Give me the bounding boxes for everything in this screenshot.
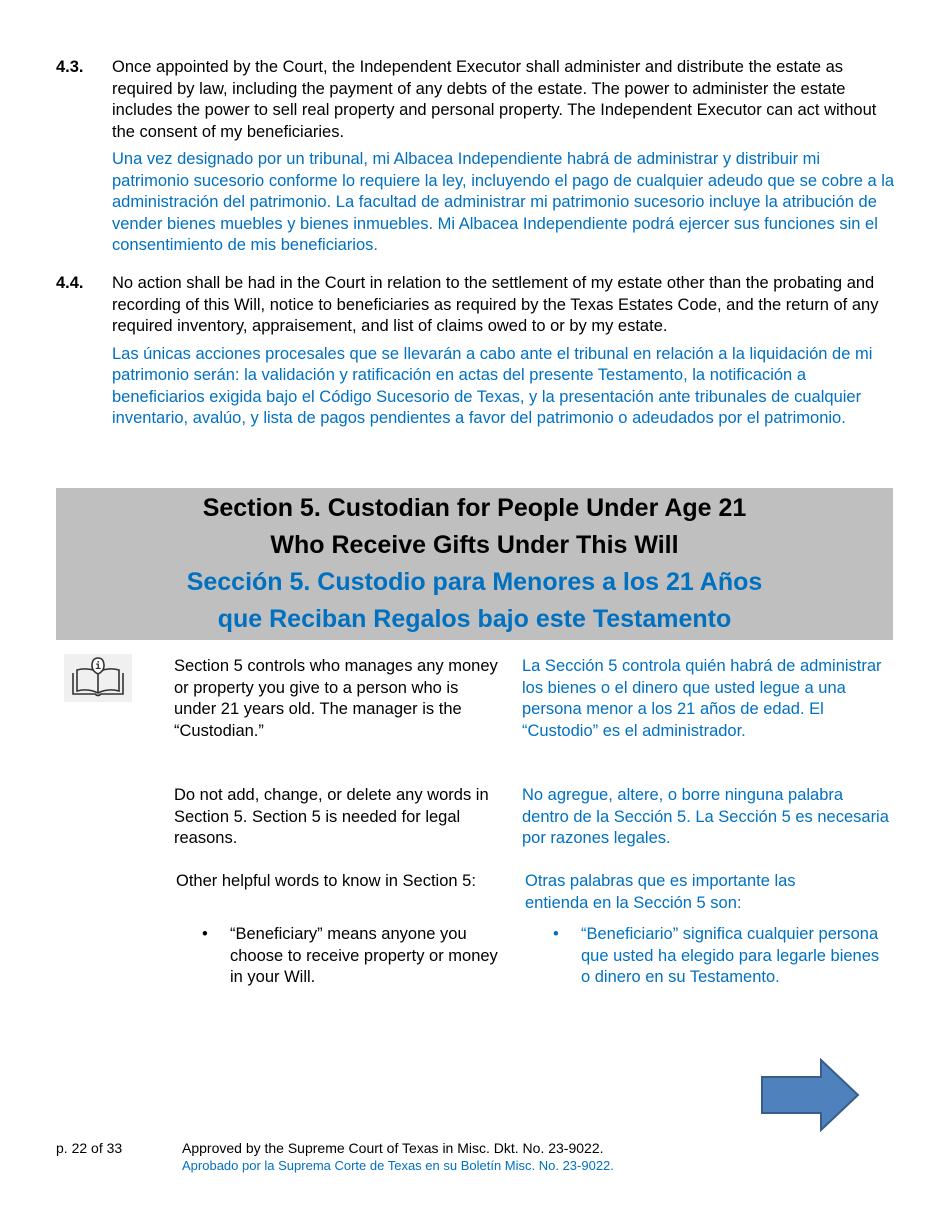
section-5-heading (56, 488, 893, 640)
paragraph-number: 4.4. (56, 274, 84, 292)
paragraph-text-es: Las únicas acciones procesales que se llevarán a cabo ante el tribunal en relación a la liquidación de mi patrimonio serán: la validación y ratificación en actas del presente Testamento, la notificación a beneficiarios exigida bajo el Código Sucesorio de Texas, y la presentación ante tribunales de cualquier inventario, avalúo, y lista de pagos pendientes a favor del patrimonio o adeudados por el patrimonio. (112, 344, 873, 427)
paragraph-4-4 (56, 273, 896, 430)
heading-en-line-1: Section 5. Custodian for People Under Age 21 (202, 494, 747, 522)
footer-approved-es: Aprobado por la Suprema Corte de Texas en su Boletín Misc. No. 23-9022. (182, 1158, 614, 1173)
bullet-text: “Beneficiario” significa cualquier persona que usted ha elegido para legarle bienes o dinero en su Testamento. (581, 925, 880, 986)
svg-text:i: i (94, 661, 102, 672)
bullet-text: “Beneficiary” means anyone you choose to receive property or money in your Will. (230, 925, 498, 986)
heading-es-line-1: Sección 5. Custodio para Menores a los 21 Años (186, 568, 763, 596)
note-helpful-words-en: Other helpful words to know in Section 5: (176, 872, 476, 890)
paragraph-text-en: Once appointed by the Court, the Independent Executor shall administer and distribute the estate as required by law, including the payment of any debts of the estate. The power to administer the estate includes the power to sell real property and personal property. The Independent Executor can act without the consent of my beneficiaries. (112, 58, 877, 141)
paragraph-text-en: No action shall be had in the Court in relation to the settlement of my estate other than the probating and recording of this Will, notice to beneficiaries as required by the Texas Estates Code, and the return of any required inventory, appraisement, and list of claims owed to or by my estate. (112, 274, 879, 335)
note-helpful-words-es: Otras palabras que es importante las entienda en la Sección 5 son: (525, 872, 796, 912)
right-arrow-icon[interactable] (760, 1058, 862, 1137)
paragraph-number: 4.3. (56, 58, 84, 76)
paragraph-4-3 (56, 57, 896, 257)
bullet-icon: • (202, 925, 208, 943)
bullet-icon: • (553, 925, 559, 943)
note-do-not-change-es: No agregue, altere, o borre ninguna palabra dentro de la Sección 5. La Sección 5 es necesaria por razones legales. (522, 786, 889, 847)
heading-en-line-2: Who Receive Gifts Under This Will (270, 531, 679, 559)
note-custodian-es: La Sección 5 controla quién habrá de administrar los bienes o el dinero que usted legue a una persona menor a los 21 años de edad. El “Custodio” es el administrador. (522, 657, 882, 740)
paragraph-text-es: Una vez designado por un tribunal, mi Albacea Independiente habrá de administrar y distribuir mi patrimonio sucesorio conforme lo requiere la ley, incluyendo el pago de cualquier adeudo que se cobre a la administración del patrimonio. La facultad de administrar mi patrimonio sucesorio incluye la atribución de vender bienes muebles y bienes inmuebles. Mi Albacea Independiente podrá ejercer sus funciones sin el consentimiento de mis beneficiarios. (112, 150, 895, 254)
note-custodian-en: Section 5 controls who manages any money or property you give to a person who is under 21 years old. The manager is the “Custodian.” (174, 657, 498, 740)
page-number: p. 22 of 33 (56, 1140, 123, 1156)
footer-approved-en: Approved by the Supreme Court of Texas in Misc. Dkt. No. 23-9022. (182, 1140, 604, 1156)
heading-es-line-2: que Reciban Regalos bajo este Testamento (217, 605, 732, 633)
note-do-not-change-en: Do not add, change, or delete any words in Section 5. Section 5 is needed for legal reasons. (174, 786, 489, 847)
book-info-icon (64, 654, 132, 702)
